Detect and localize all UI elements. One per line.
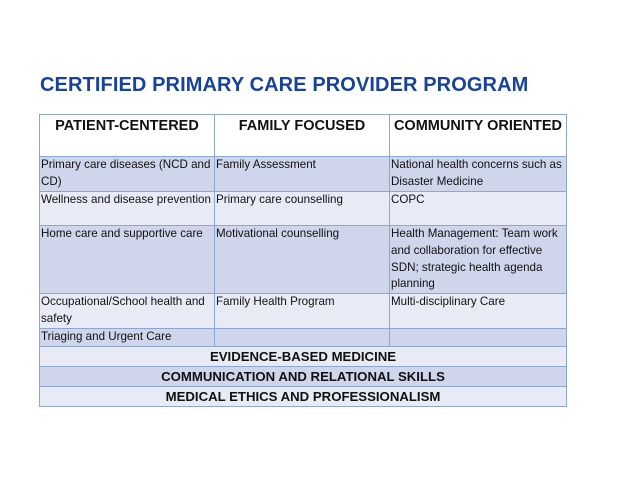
table-row: [40, 294, 567, 329]
table-cell: Family Assessment: [215, 157, 390, 192]
table-row: [40, 157, 567, 192]
table-cell: Health Management: Team work and collaboration for effective SDN; strategic health agenda planning: [390, 226, 567, 294]
table-cell: Multi-disciplinary Care: [390, 294, 567, 329]
table-cell: Occupational/School health and safety: [40, 294, 215, 329]
page-title: CERTIFIED PRIMARY CARE PROVIDER PROGRAM: [40, 74, 529, 96]
table-cell: Motivational counselling: [215, 226, 390, 294]
table-cell: Family Health Program: [215, 294, 390, 329]
column-header-community-oriented: COMMUNITY ORIENTED: [390, 115, 567, 157]
spanning-cell: MEDICAL ETHICS AND PROFESSIONALISM: [40, 386, 567, 406]
table-cell: Home care and supportive care: [40, 226, 215, 294]
table-cell: Wellness and disease prevention: [40, 192, 215, 226]
spanning-row-medical-ethics: [40, 386, 567, 406]
table-cell: COPC: [390, 192, 567, 226]
table-cell: National health concerns such as Disaster Medicine: [390, 157, 567, 192]
table-cell: [390, 328, 567, 346]
table-cell: [215, 328, 390, 346]
column-header-family-focused: FAMILY FOCUSED: [215, 115, 390, 157]
spanning-row-communication-skills: [40, 366, 567, 386]
spanning-cell: COMMUNICATION AND RELATIONAL SKILLS: [40, 366, 567, 386]
program-table: [39, 114, 567, 407]
table-cell: Triaging and Urgent Care: [40, 328, 215, 346]
table-cell: Primary care counselling: [215, 192, 390, 226]
column-header-patient-centered: PATIENT-CENTERED: [40, 115, 215, 157]
spanning-cell: EVIDENCE-BASED MEDICINE: [40, 346, 567, 366]
table-row: [40, 192, 567, 226]
table-row: [40, 226, 567, 294]
spanning-row-evidence-based-medicine: [40, 346, 567, 366]
table-cell: Primary care diseases (NCD and CD): [40, 157, 215, 192]
table-header-row: [40, 115, 567, 157]
table-row: [40, 328, 567, 346]
